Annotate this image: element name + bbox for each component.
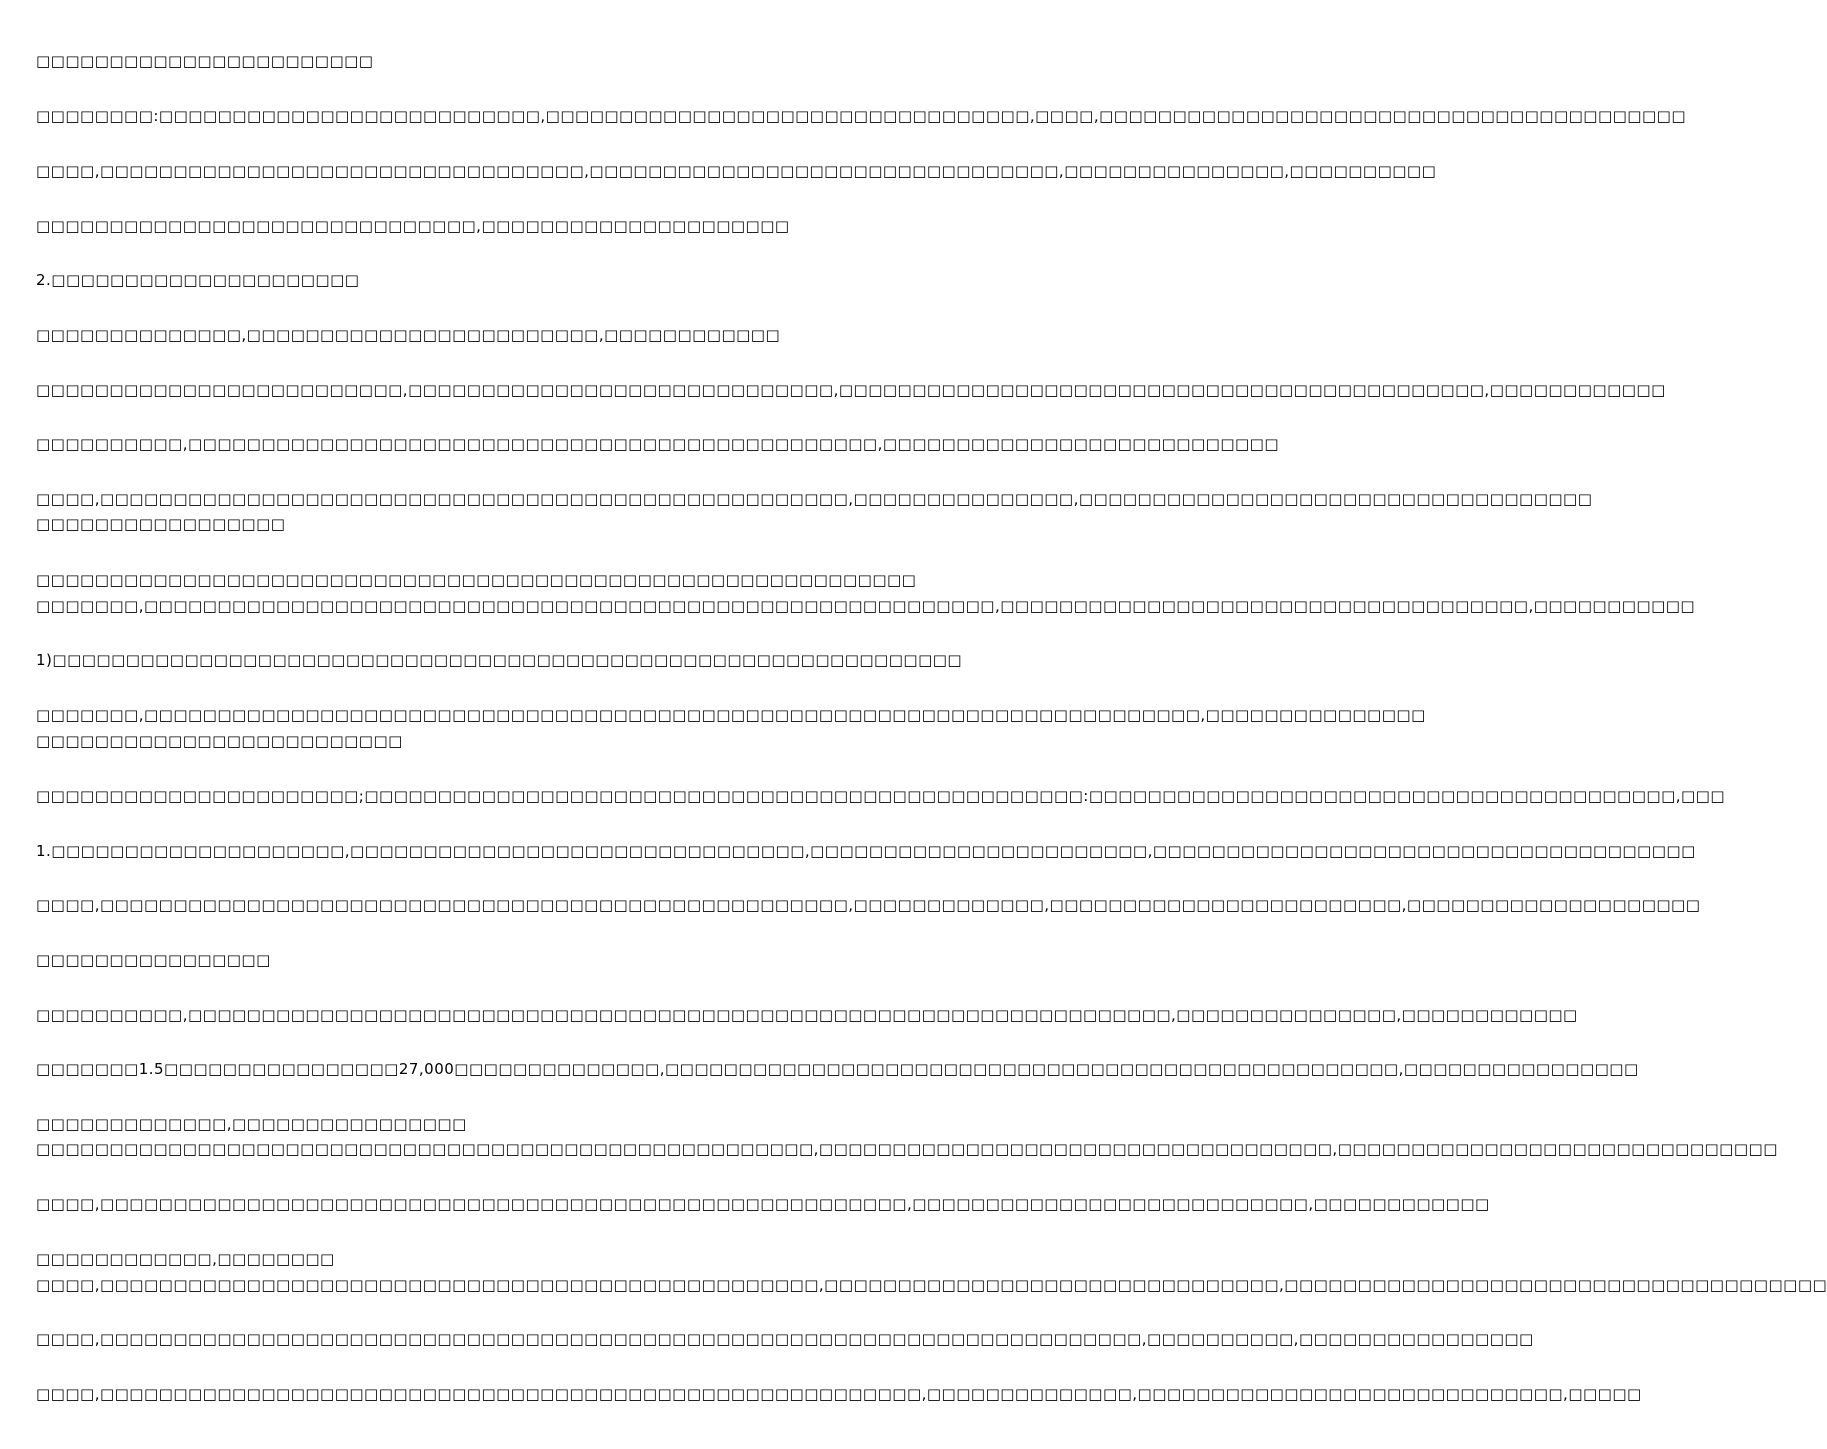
document-line: □□□□□□□□□□□□□□□□□□□□□□□□□□□□□□,□□□□□□□□□□□□□□□□□□□□□ xyxy=(36,217,790,235)
document-line: □□□□□□□□□□□□□□,□□□□□□□□□□□□□□□□□□□□□□□□,□□□□□□□□□□□□ xyxy=(36,326,781,344)
document-line: □□□□□□□,□□□□□□□□□□□□□□□□□□□□□□□□□□□□□□□□□□□□□□□□□□□□□□□□□□□□□□□□□□□□□□□□□□□□□□□□,□□□□□□□□□□□□□□□ xyxy=(36,706,1426,724)
document-line: □□□□□□□□□□□□□□□□□□□□□□□□□□□□□□□□□□□□□□□□□□□□□□□□□□□□□,□□□□□□□□□□□□□□□□□□□□□□□□□□□□□□□□□□□,□□□□□□□□□□□□□□□□□□□□□□□□□□□□□□ xyxy=(36,1140,1778,1158)
document-line: □□□□,□□□□□□□□□□□□□□□□□□□□□□□□□□□□□□□□□□□□□□□□□□□□□□□□□□□,□□□□□□□□□□□□□,□□□□□□□□□□□□□□□□□□□□□□□□,□□□□□□□□□□□□□□□□□□□□ xyxy=(36,896,1701,914)
document-line: □□□□□□□□□□□□□□□□□□□□□□□ xyxy=(36,52,374,70)
document-line: □□□□□□□□□□□□□□□□ xyxy=(36,951,271,969)
document-line: □□□□□□□□□□□□□□□□□□□□□□;□□□□□□□□□□□□□□□□□□□□□□□□□□□□□□□□□□□□□□□□□□□□□□□□□:□□□□□□□□□□□□□□□□□□□□□□□□□□□□□□□□□□□□□□□□,□□□ xyxy=(36,787,1726,805)
document-line: 1.□□□□□□□□□□□□□□□□□□□□,□□□□□□□□□□□□□□□□□□□□□□□□□□□□□□□,□□□□□□□□□□□□□□□□□□□□□□□,□□□□□□□□□□□□□□□□□□□□□□□□□□□□□□□□□□□□□ xyxy=(36,842,1696,860)
document-line: □□□□□□□1.5□□□□□□□□□□□□□□□□27,000□□□□□□□□□□□□□□,□□□□□□□□□□□□□□□□□□□□□□□□□□□□□□□□□□□□□□□□□□□□□□□□□□,□□□□□□□□□□□□□□□□ xyxy=(36,1060,1639,1078)
document-line: □□□□,□□□□□□□□□□□□□□□□□□□□□□□□□□□□□□□□□□□□□□□□□□□□□□□□□,□□□□□□□□□□□□□□□□□□□□□□□□□□□□□□□,□□□□□□□□□□□□□□□□□□□□□□□□□□□□□□□□□□□□□ xyxy=(36,1276,1827,1294)
document-line: □□□□□□□□□□□□□□□□□□□□□□□□□□□□□□□□□□□□□□□□□□□□□□□□□□□□□□□□□□□□ xyxy=(36,571,917,589)
document-line: □□□□□□□,□□□□□□□□□□□□□□□□□□□□□□□□□□□□□□□□□□□□□□□□□□□□□□□□□□□□□□□□□□,□□□□□□□□□□□□□□□□□□□□□□□□□□□□□□□□□□□□,□□□□□□□□□□□ xyxy=(36,597,1696,615)
document-line: □□□□,□□□□□□□□□□□□□□□□□□□□□□□□□□□□□□□□□□□□□□□□□□□□□□□□□□□□□□□□□□□□□□□□□□□□□□□,□□□□□□□□□□,□□□□□□□□□□□□□□□□ xyxy=(36,1330,1534,1348)
document-line: □□□□□□□□□□□□□□□□□□□□□□□□□,□□□□□□□□□□□□□□□□□□□□□□□□□□□□□,□□□□□□□□□□□□□□□□□□□□□□□□□□□□□□□□□□□□□□□□□□□□,□□□□□□□□□□□□ xyxy=(36,381,1666,399)
document-line: □□□□□□□□:□□□□□□□□□□□□□□□□□□□□□□□□□□,□□□□□□□□□□□□□□□□□□□□□□□□□□□□□□□□□,□□□□,□□□□□□□□□□□□□□□□□□□□□□□□□□□□□□□□□□□□□□□□ xyxy=(36,107,1686,125)
document-line: □□□□□□□□□□□□□,□□□□□□□□□□□□□□□□ xyxy=(36,1115,467,1133)
document-line: □□□□,□□□□□□□□□□□□□□□□□□□□□□□□□□□□□□□□□□□□□□□□□□□□□□□□□□□□□□□,□□□□□□□□□□□□□□□□□□□□□□□□□□□,□□□□□□□□□□□□ xyxy=(36,1195,1490,1213)
document-line: □□□□,□□□□□□□□□□□□□□□□□□□□□□□□□□□□□□□□□,□□□□□□□□□□□□□□□□□□□□□□□□□□□□□□□□,□□□□□□□□□□□□□□□,□□□□□□□□□□ xyxy=(36,162,1437,180)
document-line: □□□□,□□□□□□□□□□□□□□□□□□□□□□□□□□□□□□□□□□□□□□□□□□□□□□□□□□□□□□□□,□□□□□□□□□□□□□□,□□□□□□□□□□□□□□□□□□□□□□□□□□□□□,□□□□□ xyxy=(36,1385,1642,1403)
document-line: □□□□□□□□□□□□□□□□□ xyxy=(36,515,286,533)
document-line: 2.□□□□□□□□□□□□□□□□□□□□□ xyxy=(36,271,360,289)
document-line: □□□□□□□□□□,□□□□□□□□□□□□□□□□□□□□□□□□□□□□□□□□□□□□□□□□□□□□□□□,□□□□□□□□□□□□□□□□□□□□□□□□□□□ xyxy=(36,435,1280,453)
document-line: 1)□□□□□□□□□□□□□□□□□□□□□□□□□□□□□□□□□□□□□□□□□□□□□□□□□□□□□□□□□□□□□□ xyxy=(36,651,963,669)
document-line: □□□□□□□□□□□□,□□□□□□□□ xyxy=(36,1250,335,1268)
document-line: □□□□□□□□□□□□□□□□□□□□□□□□□ xyxy=(36,732,403,750)
document-line: □□□□□□□□□□,□□□□□□□□□□□□□□□□□□□□□□□□□□□□□□□□□□□□□□□□□□□□□□□□□□□□□□□□□□□□□□□□□□□,□□□□□□□□□□□□□□□,□□□□□□□□□□□□ xyxy=(36,1006,1578,1024)
document-line: □□□□,□□□□□□□□□□□□□□□□□□□□□□□□□□□□□□□□□□□□□□□□□□□□□□□□□□□,□□□□□□□□□□□□□□□,□□□□□□□□□□□□□□□□□□□□□□□□□□□□□□□□□□□ xyxy=(36,490,1593,508)
